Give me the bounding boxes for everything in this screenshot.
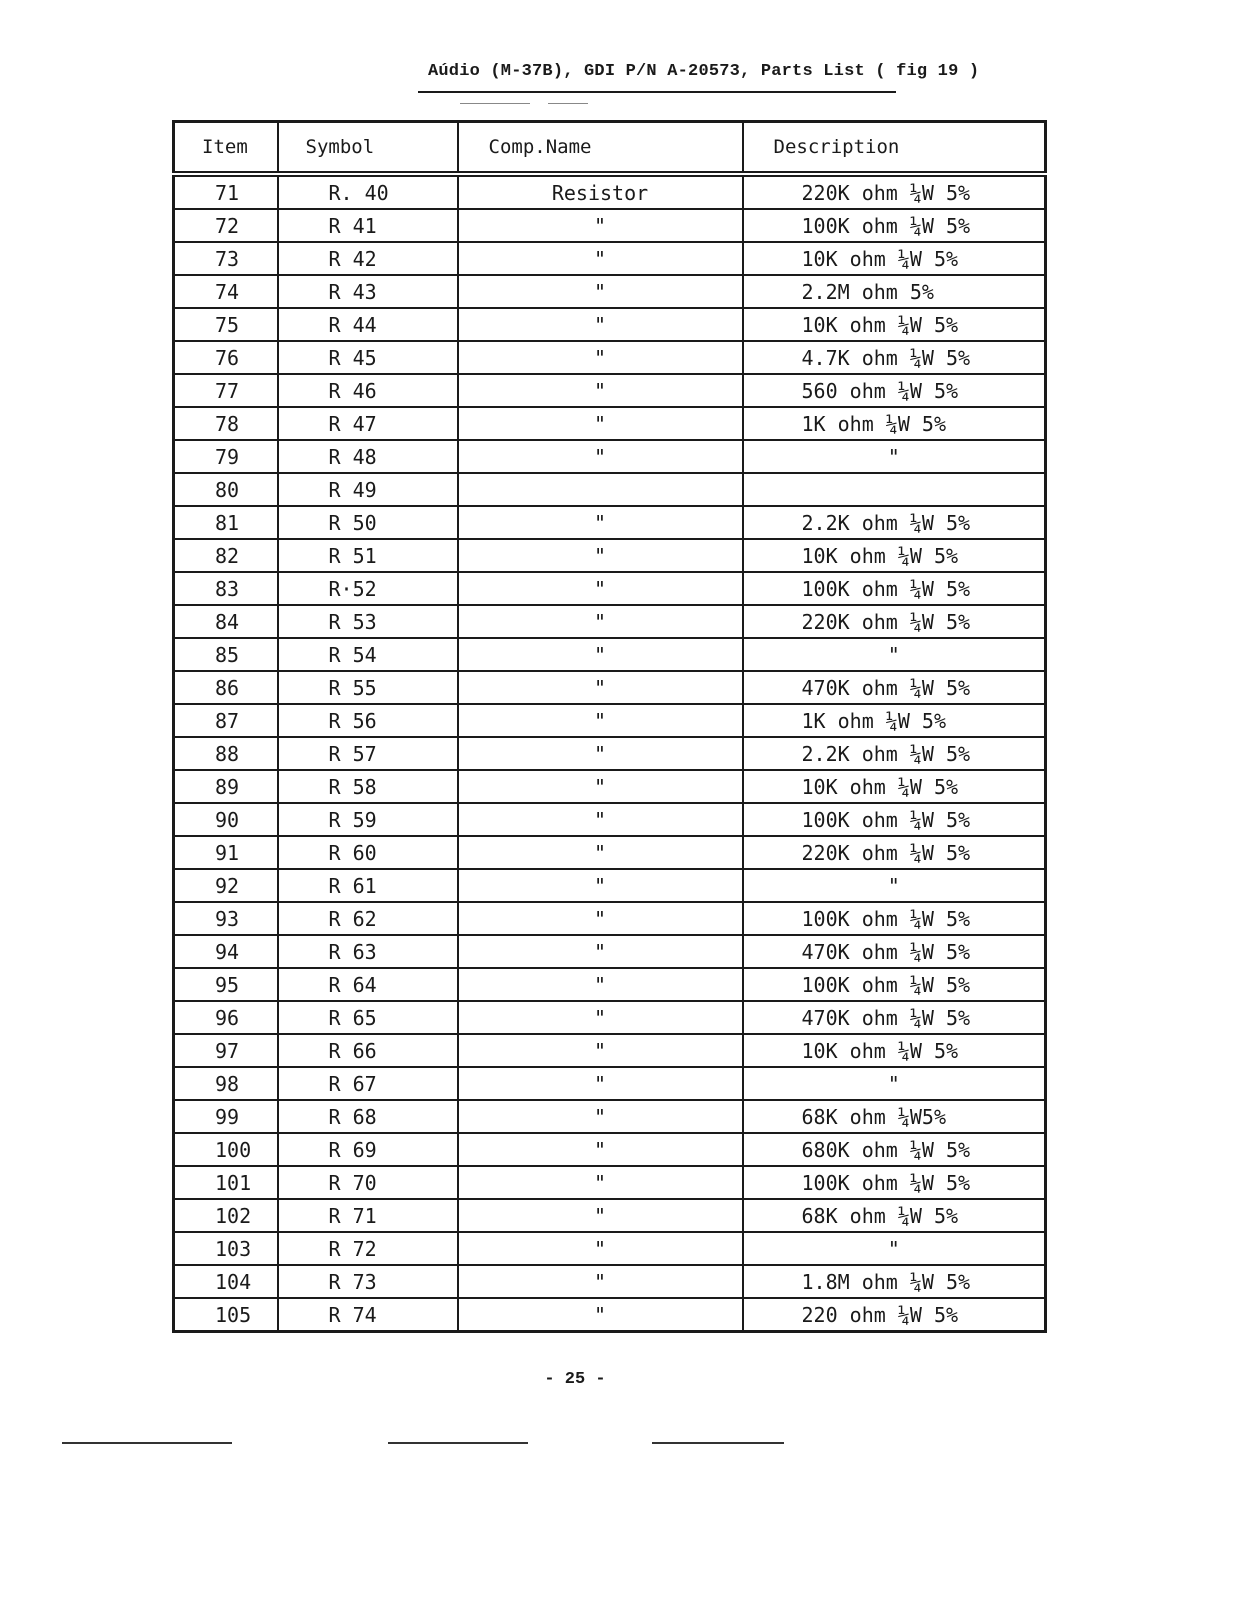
description-cell: 470K ohm ¼W 5% (743, 1001, 1046, 1034)
description-cell: 2.2K ohm ¼W 5% (743, 737, 1046, 770)
symbol-cell: R·52 (278, 572, 458, 605)
symbol-cell: R 61 (278, 869, 458, 902)
item-cell: 75 (174, 308, 278, 341)
comp-name-cell: " (458, 1133, 743, 1166)
table-row (174, 770, 1046, 803)
description-cell: 220K ohm ¼W 5% (743, 174, 1046, 209)
symbol-cell: R 41 (278, 209, 458, 242)
symbol-cell: R 46 (278, 374, 458, 407)
symbol-cell: R 47 (278, 407, 458, 440)
table-row (174, 440, 1046, 473)
symbol-cell: R 57 (278, 737, 458, 770)
description-cell: 10K ohm ¼W 5% (743, 1034, 1046, 1067)
description-cell: 560 ohm ¼W 5% (743, 374, 1046, 407)
comp-name-cell: " (458, 572, 743, 605)
footer-rule (62, 1442, 232, 1444)
item-cell: 72 (174, 209, 278, 242)
symbol-cell: R 68 (278, 1100, 458, 1133)
table-body (174, 174, 1046, 1332)
table-row (174, 1100, 1046, 1133)
table-row (174, 174, 1046, 209)
table-row (174, 572, 1046, 605)
symbol-cell: R 56 (278, 704, 458, 737)
description-cell: 10K ohm ¼W 5% (743, 242, 1046, 275)
symbol-cell: R 55 (278, 671, 458, 704)
description-cell: 100K ohm ¼W 5% (743, 209, 1046, 242)
comp-name-cell: " (458, 1067, 743, 1100)
table-row (174, 902, 1046, 935)
description-cell: 100K ohm ¼W 5% (743, 968, 1046, 1001)
comp-name-cell: " (458, 638, 743, 671)
comp-name-cell: " (458, 440, 743, 473)
table-row (174, 737, 1046, 770)
table-row (174, 308, 1046, 341)
table-row (174, 1199, 1046, 1232)
table-row (174, 1133, 1046, 1166)
item-cell: 81 (174, 506, 278, 539)
description-cell: 680K ohm ¼W 5% (743, 1133, 1046, 1166)
footer-rule (652, 1442, 784, 1444)
symbol-cell: R 71 (278, 1199, 458, 1232)
item-cell: 95 (174, 968, 278, 1001)
comp-name-cell: " (458, 242, 743, 275)
faint-rule (548, 103, 588, 104)
symbol-cell: R 64 (278, 968, 458, 1001)
item-cell: 84 (174, 605, 278, 638)
comp-name-cell: Resistor (458, 174, 743, 209)
comp-name-cell: " (458, 1166, 743, 1199)
item-cell: 86 (174, 671, 278, 704)
table-row (174, 836, 1046, 869)
table-row (174, 1001, 1046, 1034)
description-cell: " (743, 869, 1046, 902)
description-cell: " (743, 638, 1046, 671)
comp-name-cell: " (458, 605, 743, 638)
table-row (174, 209, 1046, 242)
symbol-cell: R 49 (278, 473, 458, 506)
comp-name-cell: " (458, 836, 743, 869)
symbol-cell: R 60 (278, 836, 458, 869)
description-cell: 68K ohm ¼W5% (743, 1100, 1046, 1133)
table-row (174, 1265, 1046, 1298)
table-row (174, 1232, 1046, 1265)
item-cell: 83 (174, 572, 278, 605)
comp-name-cell: " (458, 539, 743, 572)
item-cell: 77 (174, 374, 278, 407)
symbol-cell: R 58 (278, 770, 458, 803)
comp-name-cell: " (458, 1265, 743, 1298)
item-cell: 78 (174, 407, 278, 440)
symbol-cell: R 51 (278, 539, 458, 572)
comp-name-cell: " (458, 968, 743, 1001)
item-cell: 91 (174, 836, 278, 869)
symbol-cell: R 50 (278, 506, 458, 539)
item-cell: 104 (174, 1265, 278, 1298)
symbol-cell: R 62 (278, 902, 458, 935)
symbol-cell: R 59 (278, 803, 458, 836)
table-row (174, 671, 1046, 704)
description-cell: 1K ohm ¼W 5% (743, 407, 1046, 440)
page-title: Aúdio (M-37B), GDI P/N A-20573, Parts List ( fig 19 ) (428, 62, 980, 81)
item-cell: 76 (174, 341, 278, 374)
page-number: - 25 - (544, 1370, 606, 1389)
comp-name-cell: " (458, 869, 743, 902)
description-cell: 2.2K ohm ¼W 5% (743, 506, 1046, 539)
comp-name-cell: " (458, 506, 743, 539)
title-underline (418, 91, 896, 93)
description-cell: 100K ohm ¼W 5% (743, 902, 1046, 935)
item-cell: 71 (174, 174, 278, 209)
table-row (174, 473, 1046, 506)
description-cell (743, 473, 1046, 506)
table-row (174, 1298, 1046, 1332)
table-row (174, 605, 1046, 638)
comp-name-cell: " (458, 1199, 743, 1232)
description-cell: " (743, 1067, 1046, 1100)
item-cell: 88 (174, 737, 278, 770)
comp-name-cell: " (458, 374, 743, 407)
comp-name-cell: " (458, 737, 743, 770)
description-cell: 220K ohm ¼W 5% (743, 836, 1046, 869)
symbol-cell: R 70 (278, 1166, 458, 1199)
symbol-cell: R 73 (278, 1265, 458, 1298)
item-cell: 90 (174, 803, 278, 836)
table-header-row (174, 122, 1046, 175)
symbol-cell: R. 40 (278, 174, 458, 209)
item-cell: 82 (174, 539, 278, 572)
item-cell: 74 (174, 275, 278, 308)
table-row (174, 1034, 1046, 1067)
item-cell: 94 (174, 935, 278, 968)
table-row (174, 407, 1046, 440)
comp-name-cell: " (458, 671, 743, 704)
comp-name-cell: " (458, 407, 743, 440)
comp-name-cell: " (458, 1001, 743, 1034)
item-cell: 87 (174, 704, 278, 737)
table-row (174, 869, 1046, 902)
description-cell: " (743, 440, 1046, 473)
symbol-cell: R 74 (278, 1298, 458, 1332)
comp-name-cell: " (458, 704, 743, 737)
description-cell: 10K ohm ¼W 5% (743, 539, 1046, 572)
description-cell: 220K ohm ¼W 5% (743, 605, 1046, 638)
table-row (174, 638, 1046, 671)
comp-name-cell: " (458, 902, 743, 935)
header-description: Description (743, 122, 1046, 175)
symbol-cell: R 54 (278, 638, 458, 671)
description-cell: 470K ohm ¼W 5% (743, 935, 1046, 968)
symbol-cell: R 42 (278, 242, 458, 275)
item-cell: 89 (174, 770, 278, 803)
description-cell: 220 ohm ¼W 5% (743, 1298, 1046, 1332)
table-row (174, 341, 1046, 374)
symbol-cell: R 66 (278, 1034, 458, 1067)
description-cell: 100K ohm ¼W 5% (743, 1166, 1046, 1199)
symbol-cell: R 69 (278, 1133, 458, 1166)
comp-name-cell: " (458, 1232, 743, 1265)
comp-name-cell: " (458, 1034, 743, 1067)
item-cell: 100 (174, 1133, 278, 1166)
comp-name-cell: " (458, 308, 743, 341)
comp-name-cell: " (458, 1100, 743, 1133)
symbol-cell: R 53 (278, 605, 458, 638)
symbol-cell: R 45 (278, 341, 458, 374)
item-cell: 105 (174, 1298, 278, 1332)
table-row (174, 374, 1046, 407)
description-cell: " (743, 1232, 1046, 1265)
comp-name-cell: " (458, 770, 743, 803)
item-cell: 101 (174, 1166, 278, 1199)
symbol-cell: R 43 (278, 275, 458, 308)
symbol-cell: R 48 (278, 440, 458, 473)
symbol-cell: R 67 (278, 1067, 458, 1100)
table-row (174, 803, 1046, 836)
table-row (174, 242, 1046, 275)
comp-name-cell: " (458, 1298, 743, 1332)
comp-name-cell: " (458, 209, 743, 242)
table-row (174, 1166, 1046, 1199)
item-cell: 80 (174, 473, 278, 506)
comp-name-cell: " (458, 803, 743, 836)
comp-name-cell: " (458, 935, 743, 968)
header-item: Item (174, 122, 278, 175)
description-cell: 10K ohm ¼W 5% (743, 770, 1046, 803)
table-row (174, 935, 1046, 968)
symbol-cell: R 44 (278, 308, 458, 341)
table-row (174, 539, 1046, 572)
header-comp-name: Comp.Name (458, 122, 743, 175)
item-cell: 79 (174, 440, 278, 473)
table-row (174, 275, 1046, 308)
item-cell: 103 (174, 1232, 278, 1265)
item-cell: 97 (174, 1034, 278, 1067)
table-row (174, 968, 1046, 1001)
symbol-cell: R 65 (278, 1001, 458, 1034)
description-cell: 1K ohm ¼W 5% (743, 704, 1046, 737)
comp-name-cell (458, 473, 743, 506)
description-cell: 10K ohm ¼W 5% (743, 308, 1046, 341)
symbol-cell: R 63 (278, 935, 458, 968)
description-cell: 100K ohm ¼W 5% (743, 803, 1046, 836)
item-cell: 93 (174, 902, 278, 935)
item-cell: 85 (174, 638, 278, 671)
table-row (174, 704, 1046, 737)
item-cell: 98 (174, 1067, 278, 1100)
table-row (174, 506, 1046, 539)
item-cell: 73 (174, 242, 278, 275)
item-cell: 102 (174, 1199, 278, 1232)
table-row (174, 1067, 1046, 1100)
comp-name-cell: " (458, 275, 743, 308)
description-cell: 68K ohm ¼W 5% (743, 1199, 1046, 1232)
footer-rule (388, 1442, 528, 1444)
comp-name-cell: " (458, 341, 743, 374)
item-cell: 96 (174, 1001, 278, 1034)
faint-rule (460, 103, 530, 104)
description-cell: 100K ohm ¼W 5% (743, 572, 1046, 605)
item-cell: 92 (174, 869, 278, 902)
item-cell: 99 (174, 1100, 278, 1133)
symbol-cell: R 72 (278, 1232, 458, 1265)
description-cell: 4.7K ohm ¼W 5% (743, 341, 1046, 374)
header-symbol: Symbol (278, 122, 458, 175)
description-cell: 1.8M ohm ¼W 5% (743, 1265, 1046, 1298)
description-cell: 2.2M ohm 5% (743, 275, 1046, 308)
description-cell: 470K ohm ¼W 5% (743, 671, 1046, 704)
parts-list-table (172, 120, 1047, 1333)
